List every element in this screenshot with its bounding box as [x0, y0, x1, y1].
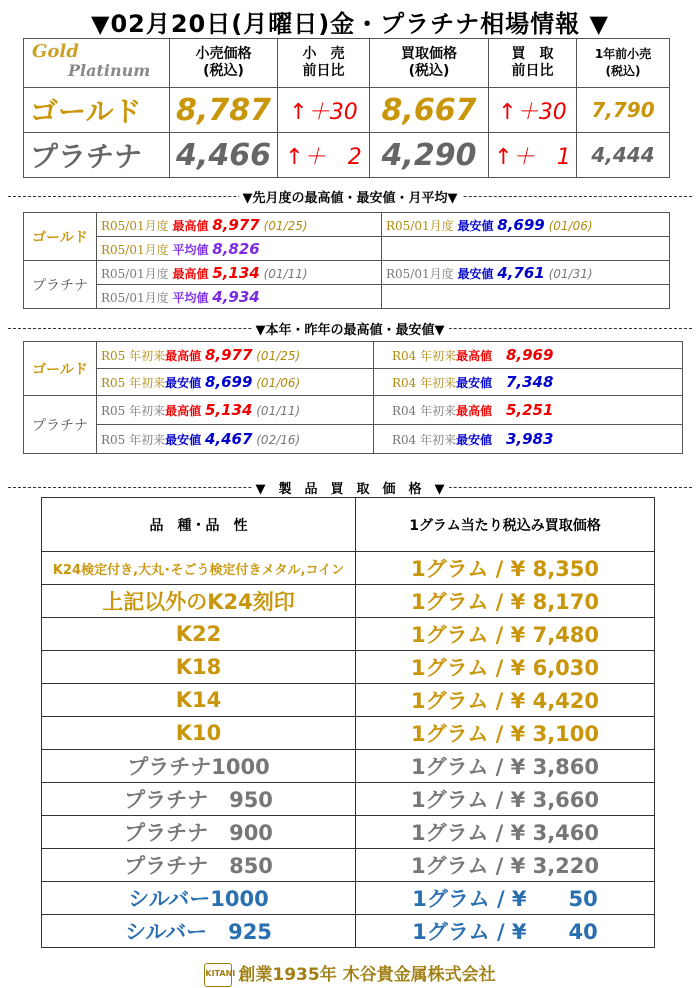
product-row — [42, 684, 655, 717]
yearly-platinum-row2 — [24, 425, 683, 454]
period: R05/01月度 — [101, 266, 169, 281]
header-product-price: 1グラム当たり税込み買取価格 — [356, 498, 655, 552]
product-name: プラチナ 850 — [42, 849, 356, 882]
value: 4,934 — [212, 287, 260, 306]
period: R04 年初来 — [392, 349, 457, 363]
product-row — [42, 882, 655, 915]
monthly-platinum-avg — [97, 285, 382, 309]
date: (01/31) — [548, 266, 593, 281]
company-footer — [0, 960, 700, 987]
header-product-name: 品 種・品 性 — [42, 498, 356, 552]
value: 3,983 — [505, 430, 554, 448]
value: 4,467 — [204, 430, 253, 448]
logo-platinum-text: Platinum — [68, 61, 151, 80]
yearly-platinum-row1 — [24, 396, 683, 425]
row-name: ゴールド — [24, 88, 170, 133]
yearly-platinum-prev-high — [374, 396, 683, 425]
product-price: 1グラム / ¥ 4,420 — [356, 684, 655, 717]
year-ago-price: 7,790 — [577, 88, 670, 133]
product-price: 1グラム / ¥ 3,660 — [356, 783, 655, 816]
period: R05/01月度 — [386, 218, 454, 233]
company-logo — [204, 963, 236, 987]
row-name: プラチナ — [24, 133, 170, 178]
product-row — [42, 849, 655, 882]
product-row — [42, 552, 655, 585]
buy-change: ↑＋ 1 — [489, 133, 577, 178]
section-title-products — [0, 478, 700, 497]
product-row — [42, 915, 655, 948]
product-row — [42, 816, 655, 849]
product-row — [42, 651, 655, 684]
kind: 最高値 — [456, 349, 493, 363]
yearly-gold-cur-high — [97, 342, 374, 369]
product-price-table — [41, 497, 655, 948]
yearly-gold-row2 — [24, 369, 683, 396]
empty-cell — [382, 285, 670, 309]
product-name: プラチナ1000 — [42, 750, 356, 783]
value: 8,699 — [204, 373, 253, 391]
product-price: 1グラム / ¥ 50 — [356, 882, 655, 915]
section-title-yearly-text: ▼本年・昨年の最高値・最安値▼ — [252, 323, 449, 338]
yearly-table — [23, 341, 683, 454]
retail-change: ↑＋30 — [278, 88, 370, 133]
value: 8,977 — [212, 215, 260, 234]
monthly-table — [23, 212, 670, 309]
product-name: K22 — [42, 618, 356, 651]
yearly-gold-label: ゴールド — [24, 342, 97, 396]
buy-price: 8,667 — [370, 88, 489, 133]
monthly-platinum-low — [382, 261, 670, 285]
product-name: K24検定付き,大丸･そごう検定付きメタル,コイン — [42, 552, 356, 585]
header-year-ago: 1年前小売 (税込) — [577, 39, 670, 88]
product-row — [42, 750, 655, 783]
product-name: プラチナ 950 — [42, 783, 356, 816]
empty-cell — [382, 237, 670, 261]
price-table-header — [24, 39, 670, 88]
product-price: 1グラム / ¥ 40 — [356, 915, 655, 948]
period: R05/01月度 — [386, 266, 454, 281]
value: 8,699 — [497, 215, 545, 234]
page-title: ▼02月20日(月曜日)金・プラチナ相場情報 ▼ — [90, 10, 609, 38]
yearly-platinum-label: プラチナ — [24, 396, 97, 454]
product-price: 1グラム / ¥ 6,030 — [356, 651, 655, 684]
product-name: K18 — [42, 651, 356, 684]
kind: 最高値 — [172, 266, 209, 281]
value: 5,134 — [204, 401, 253, 419]
period: R04 年初来 — [392, 404, 457, 418]
retail-change: ↑＋ 2 — [278, 133, 370, 178]
date: (01/11) — [263, 266, 308, 281]
product-name: シルバー1000 — [42, 882, 356, 915]
logo-cell — [24, 39, 170, 88]
kind: 最安値 — [457, 266, 494, 281]
period: R05 年初来 — [101, 376, 166, 390]
monthly-platinum-high — [97, 261, 382, 285]
monthly-gold-high — [97, 213, 382, 237]
yearly-gold-cur-low — [97, 369, 374, 396]
kind: 平均値 — [172, 242, 209, 257]
date: (01/06) — [548, 218, 593, 233]
section-title-products-text: ▼ 製 品 買 取 価 格 ▼ — [252, 482, 449, 497]
date: (01/06) — [256, 376, 301, 390]
buy-price: 4,290 — [370, 133, 489, 178]
date: (01/25) — [263, 218, 308, 233]
yearly-gold-prev-high — [374, 342, 683, 369]
period: R04 年初来 — [392, 376, 457, 390]
logo-gold-text: Gold — [32, 41, 79, 62]
product-price: 1グラム / ¥ 8,350 — [356, 552, 655, 585]
year-ago-price: 4,444 — [577, 133, 670, 178]
value: 8,969 — [505, 346, 554, 364]
gold-platinum-logo — [24, 39, 169, 87]
value: 4,761 — [497, 263, 545, 282]
date: (02/16) — [256, 433, 301, 447]
product-row — [42, 618, 655, 651]
product-name: プラチナ 900 — [42, 816, 356, 849]
buy-change: ↑＋30 — [489, 88, 577, 133]
period: R05/01月度 — [101, 290, 169, 305]
company-name: 創業1935年 木谷貴金属株式会社 — [238, 965, 496, 985]
yearly-gold-prev-low — [374, 369, 683, 396]
period: R04 年初来 — [392, 433, 457, 447]
product-row — [42, 585, 655, 618]
kind: 最高値 — [165, 404, 202, 418]
kind: 最安値 — [457, 218, 494, 233]
header-buy: 買取価格 (税込) — [370, 39, 489, 88]
section-title-monthly — [0, 187, 700, 206]
product-price: 1グラム / ¥ 7,480 — [356, 618, 655, 651]
section-title-yearly — [0, 319, 700, 338]
header-retail: 小売価格 (税込) — [170, 39, 278, 88]
kind: 最高値 — [165, 349, 202, 363]
product-name: K14 — [42, 684, 356, 717]
product-price: 1グラム / ¥ 3,100 — [356, 717, 655, 750]
product-row — [42, 783, 655, 816]
monthly-platinum-row1 — [24, 261, 670, 285]
yearly-platinum-cur-low — [97, 425, 374, 454]
kind: 平均値 — [172, 290, 209, 305]
product-row — [42, 717, 655, 750]
kind: 最安値 — [456, 433, 493, 447]
yearly-platinum-prev-low — [374, 425, 683, 454]
monthly-platinum-row2 — [24, 285, 670, 309]
period: R05/01月度 — [101, 242, 169, 257]
monthly-gold-row1 — [24, 213, 670, 237]
monthly-gold-row2 — [24, 237, 670, 261]
monthly-gold-label: ゴールド — [24, 213, 97, 261]
product-price: 1グラム / ¥ 3,220 — [356, 849, 655, 882]
kind: 最安値 — [165, 376, 202, 390]
product-price: 1グラム / ¥ 8,170 — [356, 585, 655, 618]
value: 8,977 — [204, 346, 253, 364]
value: 5,134 — [212, 263, 260, 282]
date: (01/25) — [256, 349, 301, 363]
monthly-gold-avg — [97, 237, 382, 261]
product-name: シルバー 925 — [42, 915, 356, 948]
product-rows — [42, 552, 655, 948]
period: R05 年初来 — [101, 433, 166, 447]
price-row-platinum — [24, 133, 670, 178]
period: R05 年初来 — [101, 349, 166, 363]
yearly-gold-row1 — [24, 342, 683, 369]
value: 7,348 — [505, 373, 554, 391]
product-name: 上記以外のK24刻印 — [42, 585, 356, 618]
date: (01/11) — [256, 404, 301, 418]
retail-price: 4,466 — [170, 133, 278, 178]
price-table — [23, 38, 670, 178]
product-price: 1グラム / ¥ 3,860 — [356, 750, 655, 783]
product-name: K10 — [42, 717, 356, 750]
header-retail-change: 小 売 前日比 — [278, 39, 370, 88]
header-buy-change: 買 取 前日比 — [489, 39, 577, 88]
value: 8,826 — [212, 239, 260, 258]
kind: 最高値 — [456, 404, 493, 418]
period: R05/01月度 — [101, 218, 169, 233]
section-title-monthly-text: ▼先月度の最高値・最安値・月平均▼ — [239, 191, 462, 206]
period: R05 年初来 — [101, 404, 166, 418]
kind: 最高値 — [172, 218, 209, 233]
product-table-header — [42, 498, 655, 552]
price-row-gold — [24, 88, 670, 133]
yearly-platinum-cur-high — [97, 396, 374, 425]
kind: 最安値 — [165, 433, 202, 447]
monthly-platinum-label: プラチナ — [24, 261, 97, 309]
product-price: 1グラム / ¥ 3,460 — [356, 816, 655, 849]
company-logo-text: KITANI — [205, 969, 236, 978]
kind: 最安値 — [456, 376, 493, 390]
retail-price: 8,787 — [170, 88, 278, 133]
monthly-gold-low — [382, 213, 670, 237]
value: 5,251 — [505, 401, 554, 419]
